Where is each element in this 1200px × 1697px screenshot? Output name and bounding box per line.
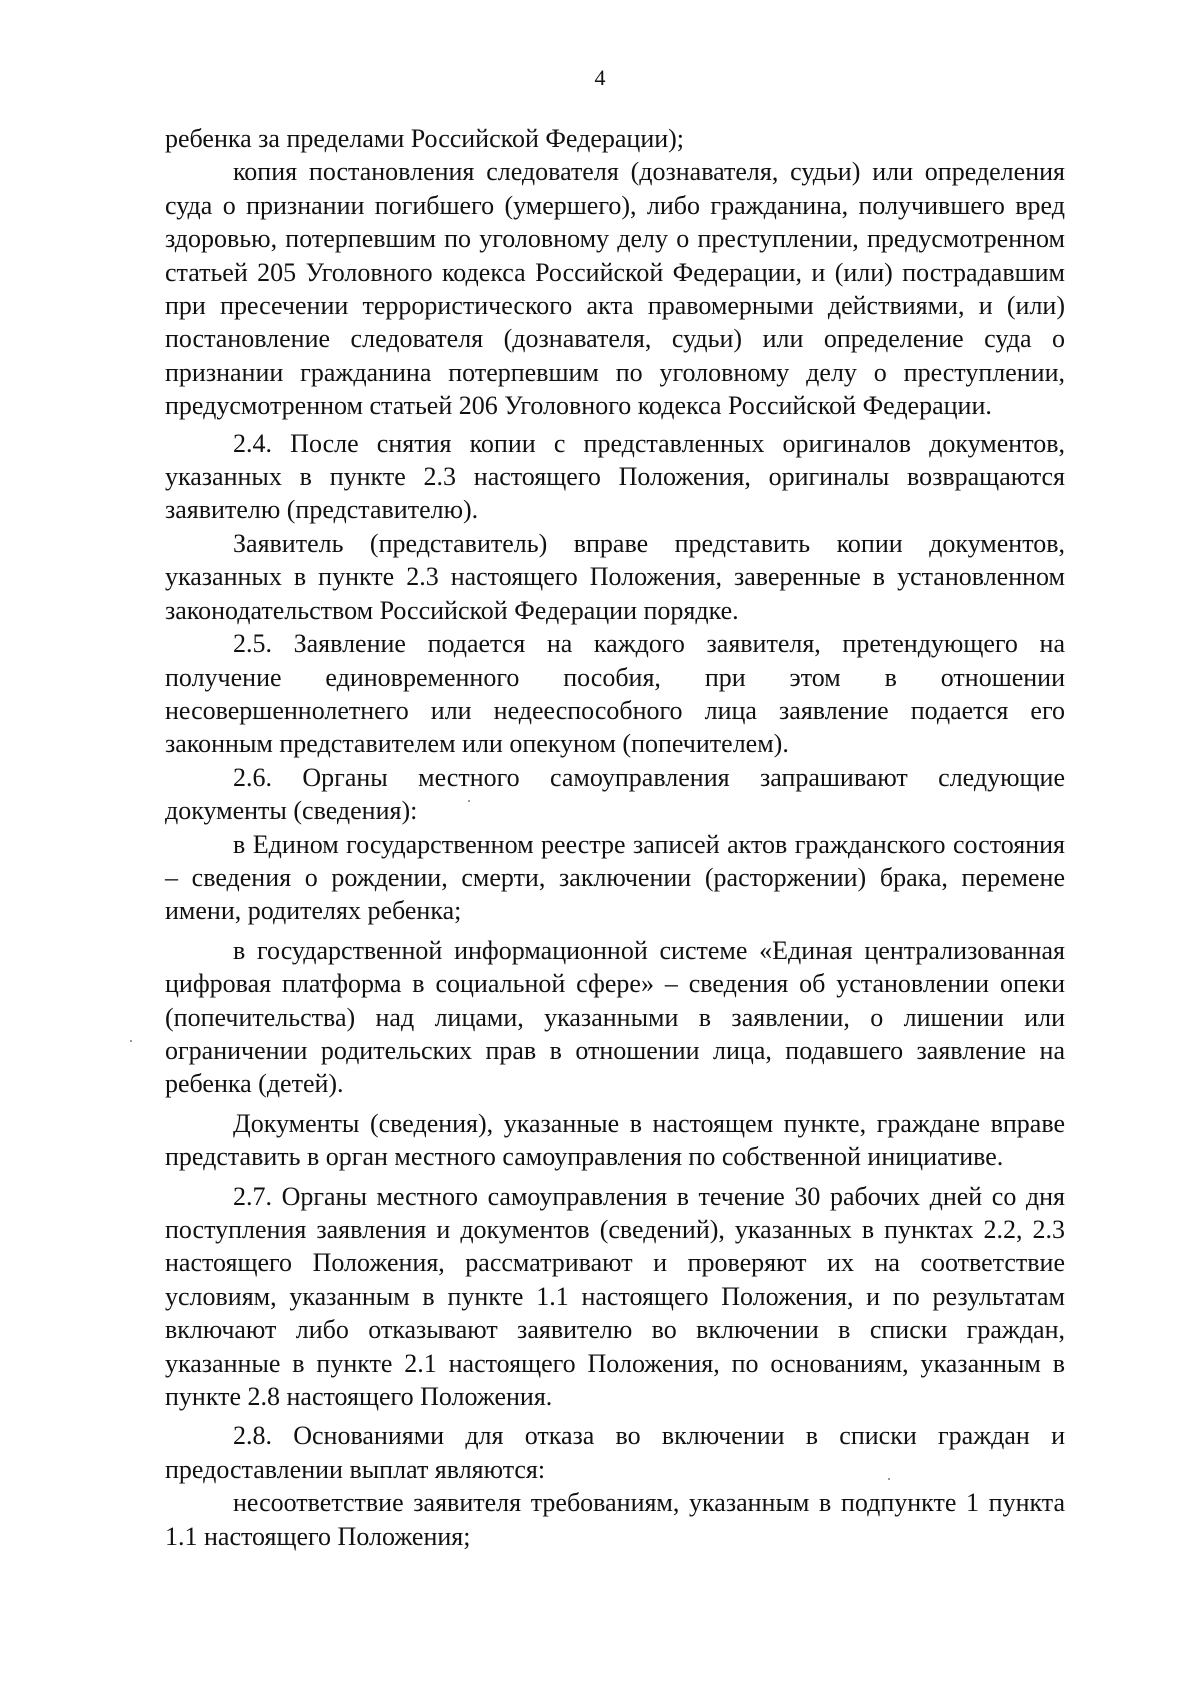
paragraph-copies-right: Заявитель (представитель) вправе представить копии документов, указанных в пункте 2.3 настоящего Положения, заверенные в установленном законодательством Российской Федерации порядке. <box>165 528 1065 625</box>
document-body <box>165 122 1065 1553</box>
page-number: 4 <box>594 65 606 90</box>
scan-speck <box>130 1040 132 1042</box>
paragraph-own-initiative: Документы (сведения), указанные в настоящем пункте, граждане вправе представить в орган местного самоуправления по собственной инициативе. <box>165 1108 1065 1172</box>
paragraph-2-8: 2.8. Основаниями для отказа во включении в списки граждан и предоставлении выплат являются: <box>165 1421 1065 1484</box>
paragraph-registry: в Едином государственном реестре записей актов гражданского состояния – сведения о рождении, смерти, заключении (расторжении) брака, перемене имени, родителях ребенка; <box>165 829 1065 926</box>
paragraph-continuation: ребенка за пределами Российской Федерации); <box>165 124 685 153</box>
paragraph-2-5: 2.5. Заявление подается на каждого заявителя, претендующего на получение единовременного пособия, при этом в отношении несовершеннолетнего или недееспособного лица заявление подается его законным представителем или опекуном (попечителем). <box>165 629 1065 759</box>
paragraph-nonconformity: несоответствие заявителя требованиям, указанным в подпункте 1 пункта 1.1 настоящего Положения; <box>165 1488 1065 1551</box>
paragraph-copy-decision: копия постановления следователя (дознавателя, судьи) или определения суда о признании погибшего (умершего), либо гражданина, получившего вред здоровью, потерпевшим по уголовному делу о преступлении, предусмотренном статьей 205 Уголовного кодекса Российской Федерации, и (или) пострадавшим при пресечении террористического акта правомерными действиями, и (или) постановление следователя (дознавателя, судьи) или определение суда о признании гражданина потерпевшим по уголовному делу о преступлении, предусмотренном статьей 206 Уголовного кодекса Российской Федерации. <box>165 157 1065 421</box>
scan-speck <box>888 1478 890 1480</box>
scan-speck <box>468 800 470 802</box>
paragraph-2-7: 2.7. Органы местного самоуправления в течение 30 рабочих дней со дня поступления заявления и документов (сведений), указанных в пунктах 2.2, 2.3 настоящего Положения, рассматривают и проверяют их на соответствие условиям, указанным в пункте 1.1 настоящего Положения, и по результатам включают либо отказывают заявителю во включении в списки граждан, указанные в пункте 2.1 настоящего Положения, по основаниям, указанным в пункте 2.8 настоящего Положения. <box>165 1181 1065 1412</box>
paragraph-2-4: 2.4. После снятия копии с представленных оригиналов документов, указанных в пункте 2.3 настоящего Положения, оригиналы возвращаются заявителю (представителю). <box>165 428 1065 525</box>
paragraph-information-system: в государственной информационной системе «Единая централизованная цифровая платформа в социальной сфере» – сведения об установлении опеки (попечительства) над лицами, указанными в заявлении, о лишении или ограничении родительских прав в отношении лица, подавшего заявление на ребенка (детей). <box>165 935 1065 1099</box>
paragraph-2-6: 2.6. Органы местного самоуправления запрашивают следующие документы (сведения): <box>165 762 1065 826</box>
